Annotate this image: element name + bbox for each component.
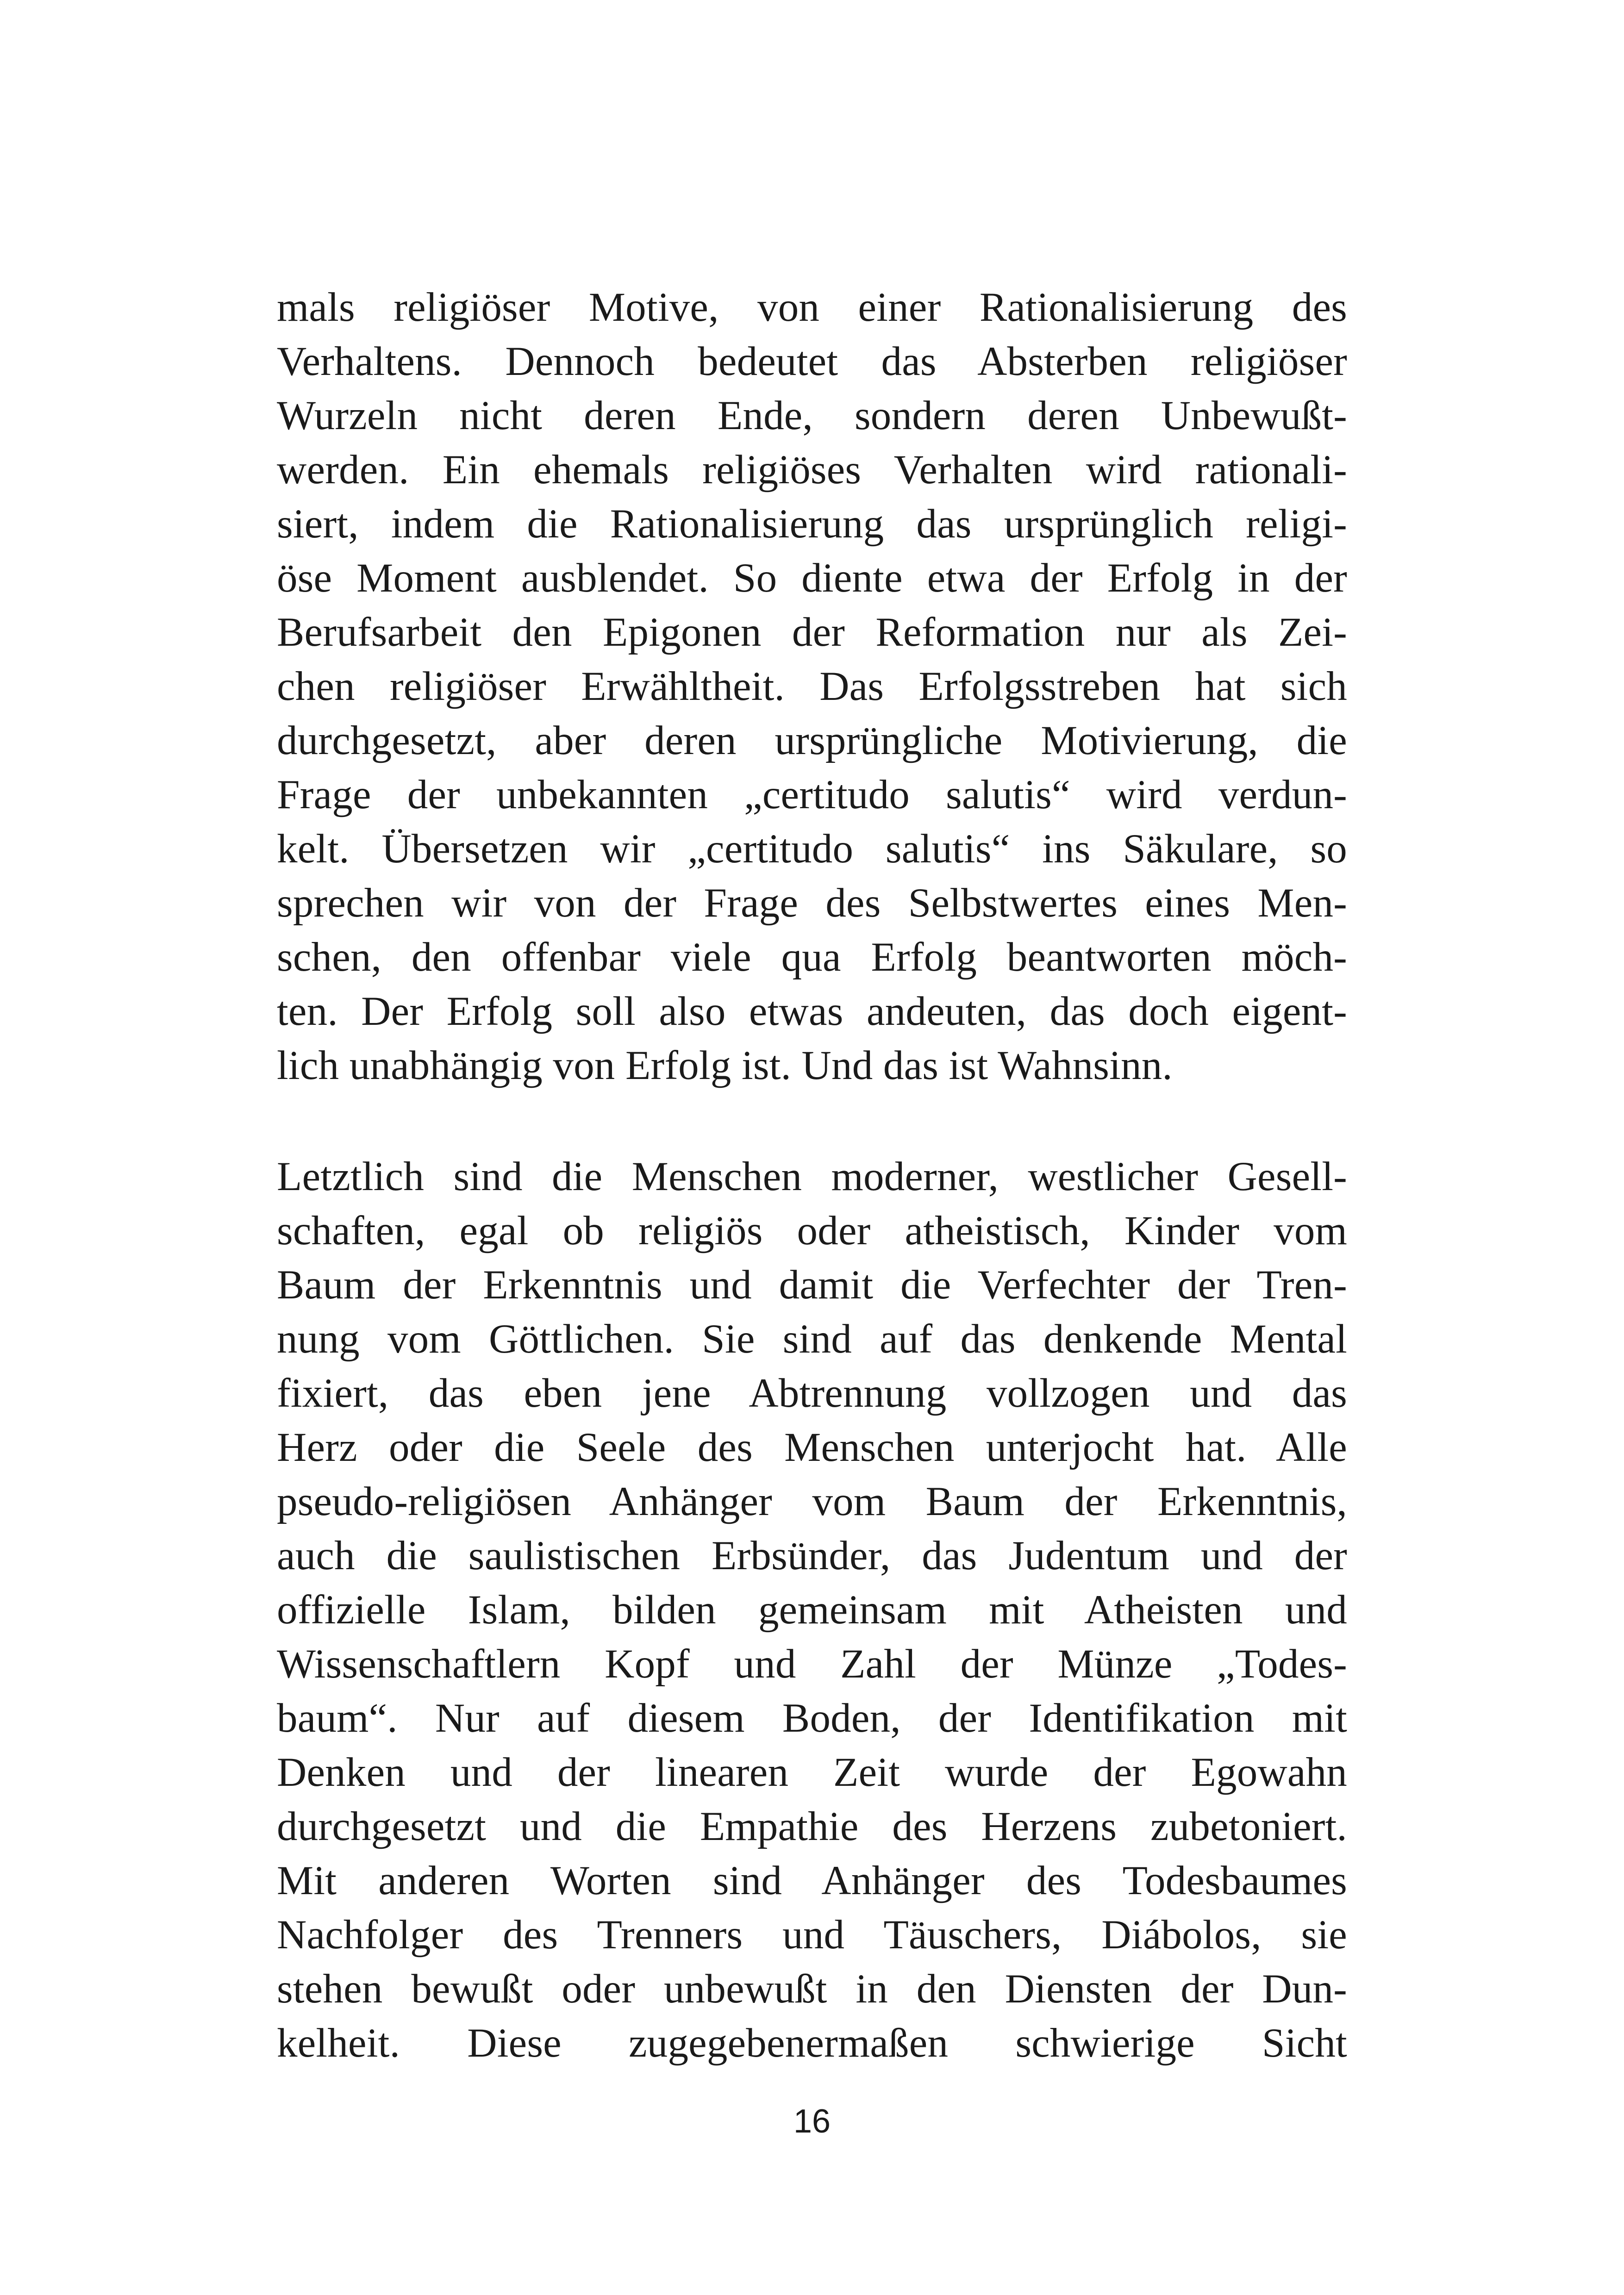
text-line: lich unabhängig von Erfolg ist. Und das ist Wahnsinn. — [277, 1043, 1173, 1088]
text-line: Wurzeln nicht deren Ende, sondern deren Unbewußt- — [277, 393, 1347, 438]
text-line: auch die saulistischen Erbsünder, das Judentum und der — [277, 1533, 1347, 1578]
text-line: durchgesetzt, aber deren ursprüngliche Motivierung, die — [277, 718, 1347, 763]
text-line: siert, indem die Rationalisierung das ursprünglich religi- — [277, 501, 1347, 547]
text-line: Baum der Erkenntnis und damit die Verfechter der Tren- — [277, 1262, 1347, 1308]
text-line: chen religiöser Erwähltheit. Das Erfolgsstreben hat sich — [277, 664, 1347, 709]
text-line: schen, den offenbar viele qua Erfolg beantworten möch- — [277, 935, 1347, 980]
text-line: offizielle Islam, bilden gemeinsam mit Atheisten und — [277, 1587, 1347, 1633]
text-line: Denken und der linearen Zeit wurde der Egowahn — [277, 1750, 1347, 1795]
text-line: mals religiöser Motive, von einer Rationalisierung des — [277, 285, 1347, 330]
text-line: ten. Der Erfolg soll also etwas andeuten, das doch eigent- — [277, 989, 1347, 1034]
text-line: Berufsarbeit den Epigonen der Reformation nur als Zei- — [277, 610, 1347, 655]
text-line: durchgesetzt und die Empathie des Herzens zubetoniert. — [277, 1804, 1347, 1849]
text-line: sprechen wir von der Frage des Selbstwertes eines Men- — [277, 880, 1347, 926]
text-line: Herz oder die Seele des Menschen unterjocht hat. Alle — [277, 1425, 1347, 1470]
page-number: 16 — [793, 2103, 831, 2140]
text-line: pseudo-religiösen Anhänger vom Baum der Erkenntnis, — [277, 1479, 1347, 1524]
text-line: Frage der unbekannten „certitudo salutis“ wird verdun- — [277, 772, 1347, 817]
text-line: fixiert, das eben jene Abtrennung vollzogen und das — [277, 1371, 1347, 1416]
text-line: kelheit. Diese zugegebenermaßen schwierige Sicht — [277, 2021, 1347, 2066]
text-line: baum“. Nur auf diesem Boden, der Identifikation mit — [277, 1696, 1347, 1741]
text-line: Verhaltens. Dennoch bedeutet das Absterben religiöser — [277, 339, 1347, 384]
text-line: kelt. Übersetzen wir „certitudo salutis“ ins Säkulare, so — [277, 826, 1347, 872]
text-line: öse Moment ausblendet. So diente etwa der Erfolg in der — [277, 555, 1347, 601]
text-line: Mit anderen Worten sind Anhänger des Todesbaumes — [277, 1858, 1347, 1903]
paragraph-1 — [277, 281, 1347, 1093]
text-line: stehen bewußt oder unbewußt in den Diensten der Dun- — [277, 1966, 1347, 2012]
text-line: Wissenschaftlern Kopf und Zahl der Münze „Todes- — [277, 1641, 1347, 1687]
paragraph-2 — [277, 1150, 1347, 2070]
text-line: nung vom Göttlichen. Sie sind auf das denkende Mental — [277, 1316, 1347, 1362]
text-line: werden. Ein ehemals religiöses Verhalten wird rationali- — [277, 447, 1347, 493]
text-line: Letztlich sind die Menschen moderner, westlicher Gesell- — [277, 1154, 1347, 1199]
text-line: schaften, egal ob religiös oder atheistisch, Kinder vom — [277, 1208, 1347, 1254]
text-line: Nachfolger des Trenners und Täuschers, Diábolos, sie — [277, 1912, 1347, 1958]
